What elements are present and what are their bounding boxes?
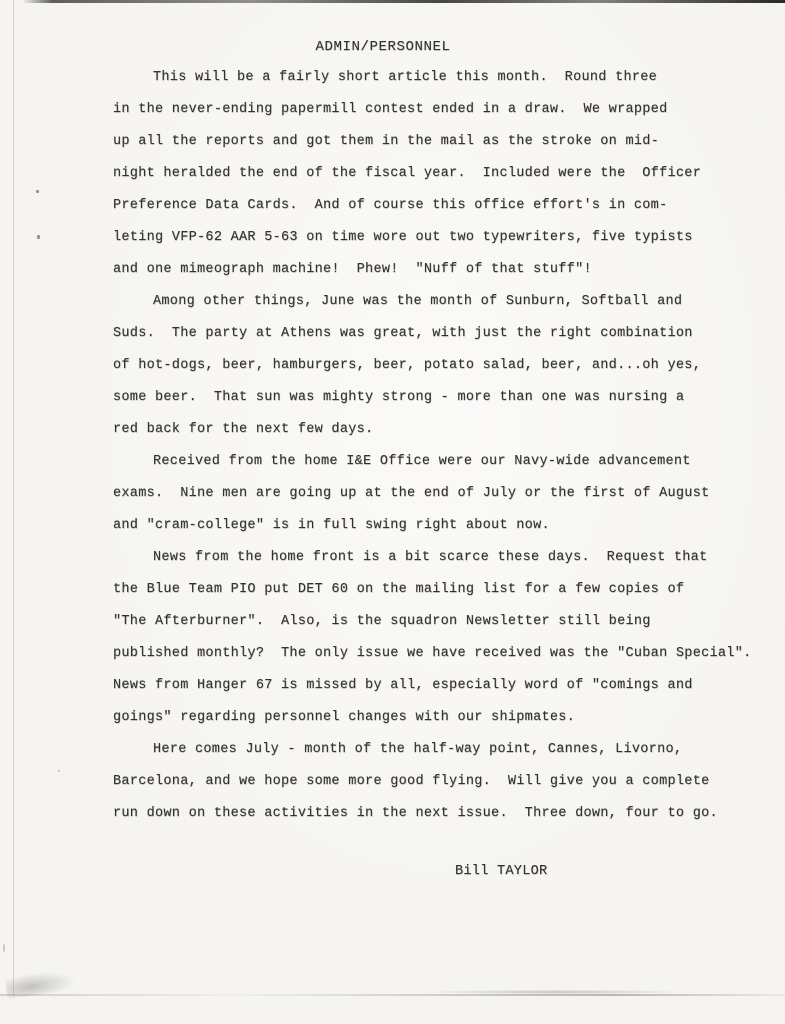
ink-speck: [58, 770, 60, 772]
text-line: some beer. That sun was mighty strong - more than one was nursing a: [113, 390, 685, 405]
ink-speck: [3, 944, 5, 952]
text-line: in the never-ending papermill contest ended in a draw. We wrapped: [113, 102, 668, 117]
text-line: the Blue Team PIO put DET 60 on the mailing list for a few copies of: [113, 582, 685, 597]
text-line: Received from the home I&E Office were our Navy-wide advancement: [153, 454, 691, 469]
text-line: Preference Data Cards. And of course this office effort's in com-: [113, 198, 668, 213]
text-line: "The Afterburner". Also, is the squadron Newsletter still being: [113, 614, 651, 629]
text-line: News from Hanger 67 is missed by all, especially word of "comings and: [113, 678, 693, 693]
document-body: [113, 62, 753, 830]
text-line: night heralded the end of the fiscal year. Included were the Officer: [113, 166, 702, 181]
text-line: red back for the next few days.: [113, 422, 374, 437]
text-line: Among other things, June was the month of Sunburn, Softball and: [153, 294, 683, 309]
text-line: Suds. The party at Athens was great, with just the right combination: [113, 326, 693, 341]
text-line: News from the home front is a bit scarce these days. Request that: [153, 550, 708, 565]
text-line: up all the reports and got them in the mail as the stroke on mid-: [113, 134, 660, 149]
text-line: exams. Nine men are going up at the end of July or the first of August: [113, 486, 710, 501]
text-line: Here comes July - month of the half-way point, Cannes, Livorno,: [153, 742, 683, 757]
text-line: Barcelona, and we hope some more good flying. Will give you a complete: [113, 774, 710, 789]
text-line: This will be a fairly short article this month. Round three: [153, 70, 658, 85]
text-line: run down on these activities in the next issue. Three down, four to go.: [113, 806, 718, 821]
text-line: published monthly? The only issue we have received was the "Cuban Special".: [113, 646, 752, 661]
text-line: goings" regarding personnel changes with our shipmates.: [113, 710, 576, 725]
signature: Bill TAYLOR: [455, 864, 548, 879]
scan-top-edge-artifact: [22, 0, 785, 3]
scan-left-line-artifact: [13, 0, 14, 996]
ink-speck: [36, 190, 39, 193]
text-line: leting VFP-62 AAR 5-63 on time wore out two typewriters, five typists: [113, 230, 693, 245]
ink-speck: [37, 235, 40, 239]
scan-smear-artifact: [430, 990, 680, 994]
text-line: and one mimeograph machine! Phew! "Nuff of that stuff"!: [113, 262, 592, 277]
document-title: ADMIN/PERSONNEL: [315, 39, 451, 55]
text-line: of hot-dogs, beer, hamburgers, beer, potato salad, beer, and...oh yes,: [113, 358, 702, 373]
scan-bottom-edge-artifact: [0, 994, 785, 996]
text-line: and "cram-college" is in full swing right about now.: [113, 518, 550, 533]
